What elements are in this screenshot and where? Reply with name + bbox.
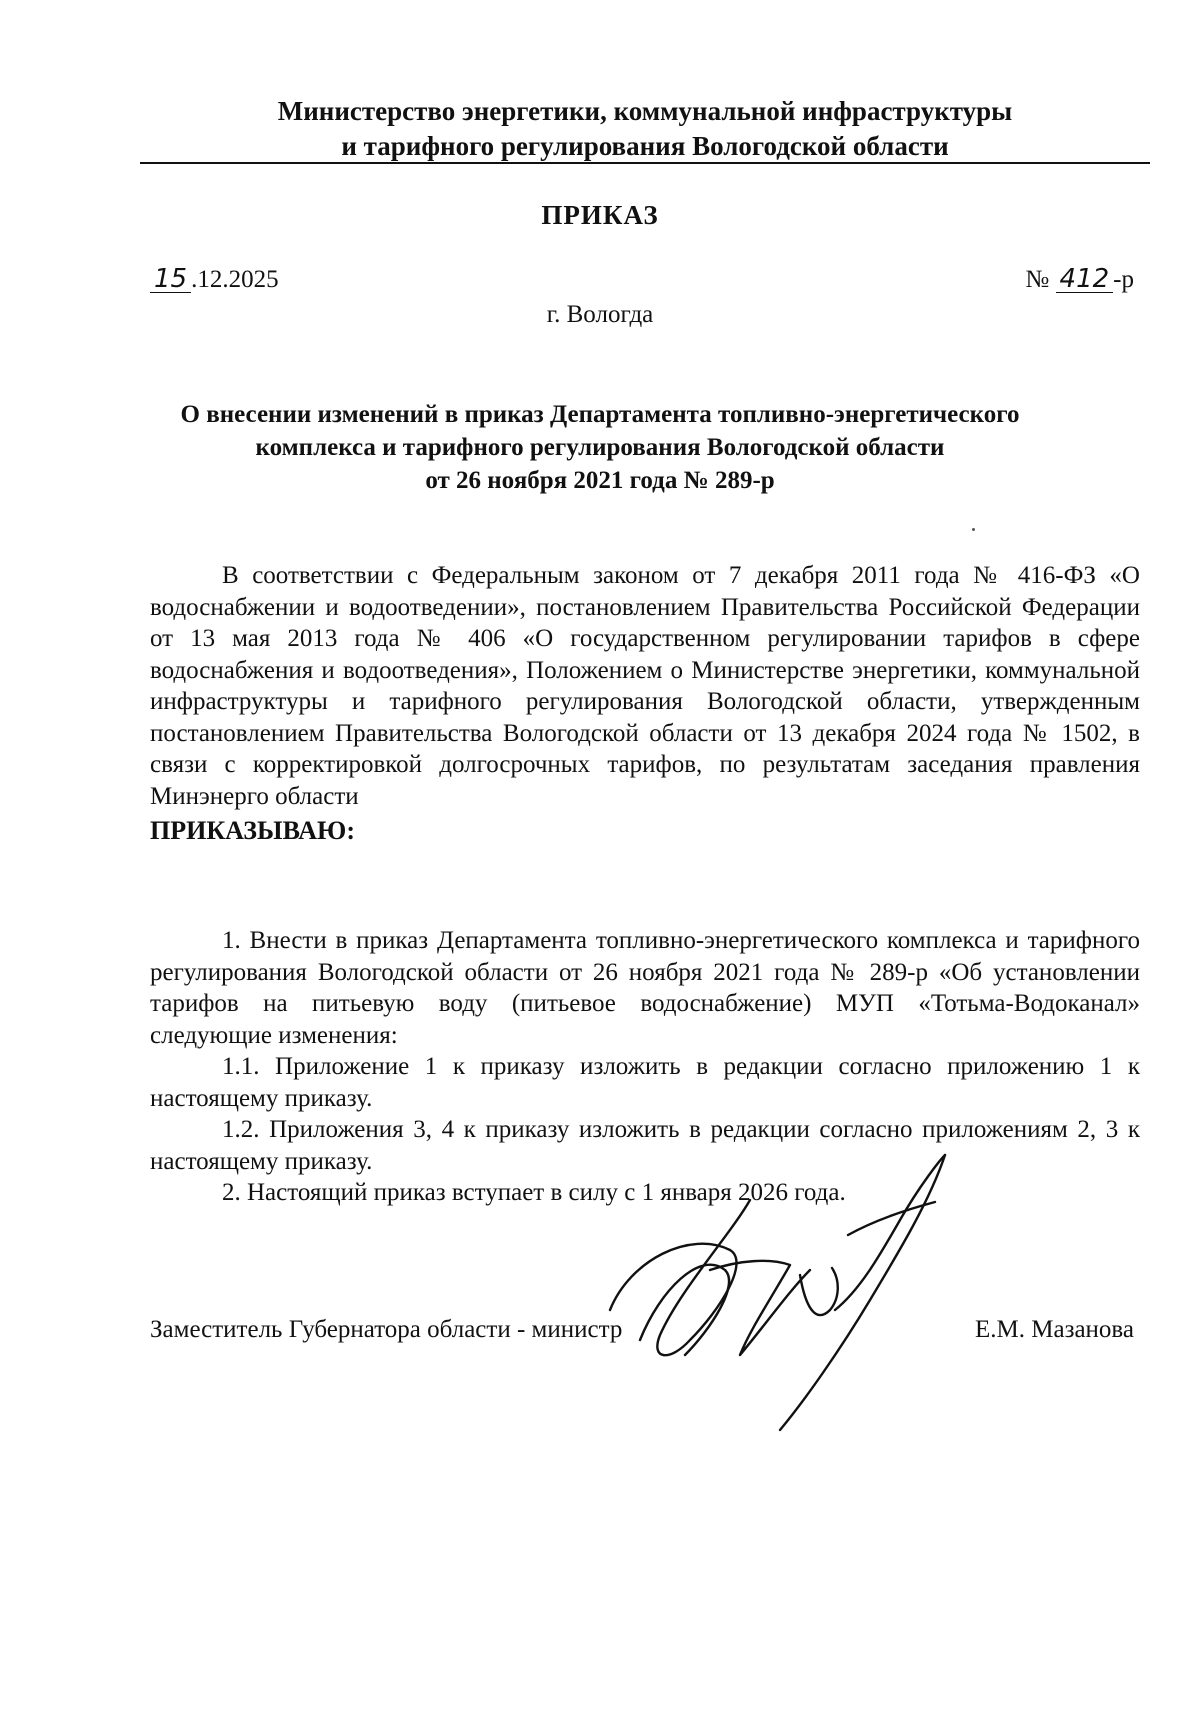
document-type: ПРИКАЗ (541, 200, 659, 230)
order-item: 1. Внести в приказ Департамента топливно-энергетического комплекса и тарифного регулирования Вологодской области от 26 ноября 2021 года № 289-р «Об установлении тарифов на питьевую воду (питьевое водоснабжение) МУП «Тотьма-Водоканал» следующие изменения: (150, 927, 1140, 1049)
order-item: 1.1. Приложение 1 к приказу изложить в редакции согласно приложению 1 к настоящему приказу. (150, 1053, 1140, 1112)
ministry-line-2: и тарифного регулирования Вологодской области (341, 131, 949, 161)
document-body (150, 560, 1140, 850)
header-divider (140, 162, 1150, 164)
ministry-header (140, 94, 1150, 164)
date-day-handwritten: 15 (150, 266, 191, 293)
orders-label: ПРИКАЗЫВАЮ: (150, 816, 355, 845)
date-month-year: .12.2025 (191, 266, 279, 293)
document-city: г. Вологда (546, 301, 654, 328)
subject-line-1: О внесении изменений в приказ Департамента топливно-энергетического (180, 401, 1020, 428)
document-number (1025, 266, 1134, 294)
order-item: 2. Настоящий приказ вступает в силу с 1 января 2026 года. (222, 1179, 846, 1206)
signatory-name: Е.М. Мазанова (975, 1316, 1134, 1343)
handwritten-signature (600, 1140, 980, 1440)
subject-line-3: от 26 ноября 2021 года № 289-р (425, 467, 775, 494)
signatory-position: Заместитель Губернатора области - министр (150, 1316, 623, 1343)
subject-line-2: комплекса и тарифного регулирования Вологодской области (255, 434, 945, 461)
number-value-handwritten: 412 (1056, 266, 1114, 293)
ministry-line-1: Министерство энергетики, коммунальной инфраструктуры (277, 96, 1013, 126)
document-date (150, 266, 279, 294)
preamble-paragraph: В соответствии с Федеральным законом от 7 декабря 2011 года № 416-ФЗ «О водоснабжении и водоотведении», постановлением Правительства Российской Федерации от 13 мая 2013 года № 406 «О государственном регулировании тарифов в сфере водоснабжения и водоотведения», Положением о Министерстве энергетики, коммунальной инфраструктуры и тарифного регулирования Вологодской области, утвержденным постановлением Правительства Вологодской области от 13 декабря 2024 года № 1502, в связи с корректировкой долгосрочных тарифов, по результатам заседания правления Минэнерго области (150, 562, 1140, 810)
document-subject (130, 398, 1070, 497)
number-sign: № (1025, 266, 1050, 293)
order-item: 1.2. Приложения 3, 4 к приказу изложить в редакции согласно приложениям 2, 3 к настоящему приказу. (150, 1116, 1140, 1175)
number-suffix: -р (1113, 266, 1134, 293)
scan-speck (972, 528, 975, 531)
